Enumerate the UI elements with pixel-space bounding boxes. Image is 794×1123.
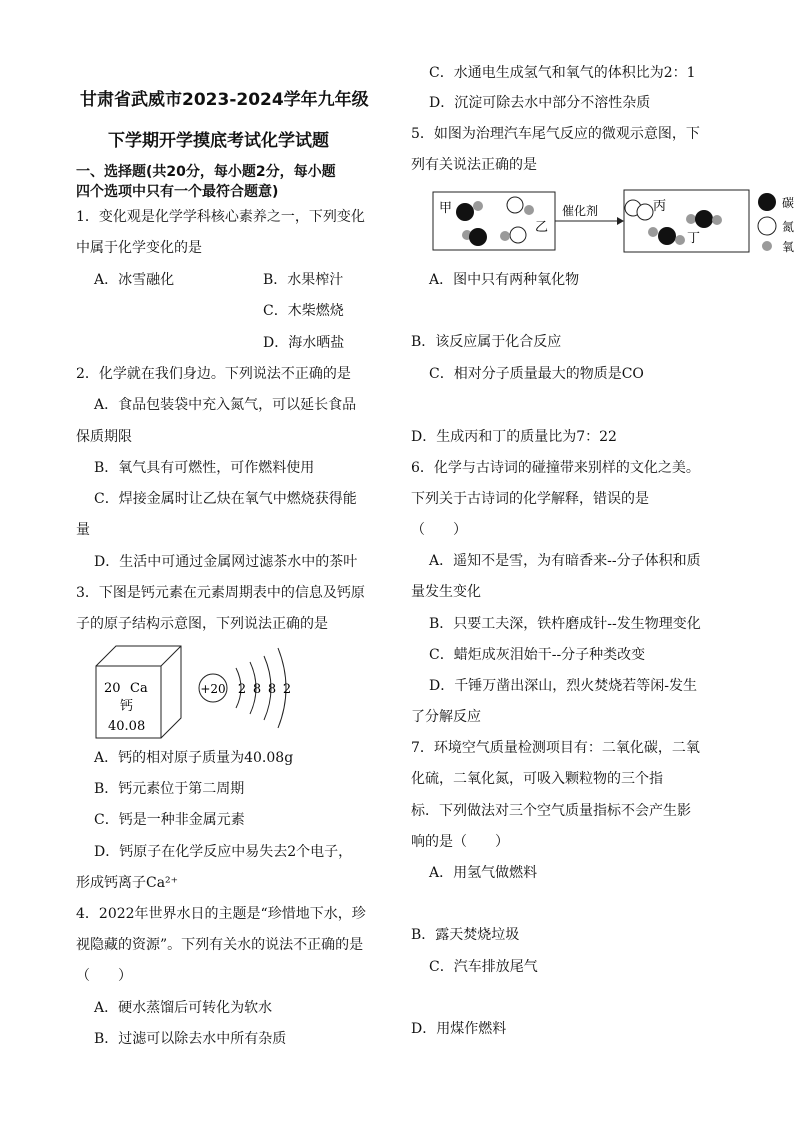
q1-option-d: D．海水晒盐 [263,335,345,351]
q4-answer-bracket: （ ） [76,968,132,984]
q3-option-c: C．钙是一种非金属元素 [94,812,245,828]
q7-option-b: B．露天焚烧垃圾 [411,927,520,943]
q2-option-a-line-2: 保质期限 [76,429,132,445]
q3-option-d-line-2: 形成钙离子Ca²⁺ [76,875,179,891]
nucleus-charge: +20 [200,682,226,696]
q5-option-c: C．相对分子质量最大的物质是CO [429,366,644,382]
reaction-micro-diagram [431,186,794,256]
q4-option-c: C．水通电生成氢气和氧气的体积比为2：1 [429,65,696,81]
reactant-molecules [456,197,534,246]
q6-option-c: C．蜡炬成灰泪始干--分子种类改变 [429,647,646,663]
q4-option-a: A．硬水蒸馏后可转化为软水 [94,1000,273,1016]
label-bing: 丙 [653,199,667,214]
q5-stem-line-1: 5．如图为治理汽车尾气反应的微观示意图，下 [411,126,700,142]
q4-stem-line-1: 4．2022年世界水日的主题是“珍惜地下水，珍 [76,906,366,922]
section-heading-line-2: 四个选项中只有一个最符合题意) [76,184,279,200]
q6-option-a-line-1: A．遥知不是雪，为有暗香来--分子体积和质 [429,553,701,569]
q3-option-b: B．钙元素位于第二周期 [94,781,245,797]
q1-stem-line-2: 中属于化学变化的是 [76,240,202,256]
shell-4-electrons: 2 [282,682,292,697]
q7-stem-line-1: 7．环境空气质量检测项目有：二氧化碳，二氧 [411,740,700,756]
q5-option-a: A．图中只有两种氧化物 [429,272,580,288]
q7-stem-line-3: 标．下列做法对三个空气质量指标不会产生影 [411,803,691,819]
q1-option-a: A．冰雪融化 [94,272,175,288]
q5-option-b: B．该反应属于化合反应 [411,334,562,350]
q7-option-c: C．汽车排放尾气 [429,959,538,975]
label-ding: 丁 [687,231,701,246]
element-symbol: Ca [130,681,148,696]
q1-stem-line-1: 1．变化观是化学学科核心素养之一，下列变化 [76,209,365,225]
calcium-element-figure [94,642,309,742]
shell-3-electrons: 8 [267,682,277,697]
label-yi: 乙 [535,220,549,235]
q6-answer-bracket: （ ） [411,522,467,538]
q2-option-c-line-2: 量 [76,522,90,538]
atomic-number: 20 [104,681,121,696]
legend-oxygen: 氧 [782,240,794,254]
q2-stem: 2．化学就在我们身边。下列说法不正确的是 [76,366,351,382]
q4-stem-line-2: 视隐藏的资源”。下列有关水的说法不正确的是 [76,937,364,953]
q2-option-c-line-1: C．焊接金属时让乙炔在氧气中燃烧获得能 [94,491,357,507]
q7-stem-line-2: 化硫，二氧化氮，可吸入颗粒物的三个指 [411,771,663,787]
catalyst-label: 催化剂 [562,204,599,218]
q3-stem-line-1: 3．下图是钙元素在元素周期表中的信息及钙原 [76,585,365,601]
title-line-2: 下学期开学摸底考试化学试题 [108,131,329,151]
q6-option-a-line-2: 量发生变化 [411,584,481,600]
q7-option-a: A．用氢气做燃料 [429,865,538,881]
q1-option-c: C．木柴燃烧 [263,303,344,319]
shell-2-electrons: 8 [252,682,262,697]
title-line-1: 甘肃省武威市2023-2024学年九年级 [80,90,369,110]
q2-option-a-line-1: A．食品包装袋中充入氮气，可以延长食品 [94,397,357,413]
section-heading-line-1: 一、选择题(共20分，每小题2分，每小题 [76,164,336,180]
label-jia: 甲 [439,201,453,216]
q2-option-d: D．生活中可通过金属网过滤茶水中的茶叶 [94,554,358,570]
q6-option-d-line-1: D．千锤万凿出深山，烈火焚烧若等闲-发生 [429,678,697,694]
q6-stem-line-2: 下列关于古诗词的化学解释，错误的是 [411,491,649,507]
q4-option-b: B．过滤可以除去水中所有杂质 [94,1031,287,1047]
q2-option-b: B．氧气具有可燃性，可作燃料使用 [94,460,315,476]
q6-option-d-line-2: 了分解反应 [411,709,481,725]
q6-option-b: B．只要工夫深，铁杵磨成针--发生物理变化 [429,616,701,632]
q3-option-a: A．钙的相对原子质量为40.08g [94,750,294,766]
legend-nitrogen: 氮 [782,220,794,234]
q5-option-d: D．生成丙和丁的质量比为7：22 [411,429,617,445]
element-name: 钙 [120,699,134,714]
product-molecules [625,200,722,245]
q5-stem-line-2: 列有关说法正确的是 [411,157,537,173]
q7-option-d: D．用煤作燃料 [411,1021,507,1037]
q4-option-d: D．沉淀可除去水中部分不溶性杂质 [429,95,651,111]
q7-stem-line-4: 响的是（ ） [411,834,509,850]
q3-stem-line-2: 子的原子结构示意图，下列说法正确的是 [76,616,328,632]
q1-option-b: B．水果榨汁 [263,272,344,288]
q6-stem-line-1: 6．化学与古诗词的碰撞带来别样的文化之美。 [411,460,700,476]
shell-1-electrons: 2 [237,682,247,697]
atomic-mass: 40.08 [108,719,146,734]
legend-carbon: 碳 [782,196,794,210]
q3-option-d-line-1: D．钙原子在化学反应中易失去2个电子， [94,844,353,860]
atom-legend [758,193,794,254]
